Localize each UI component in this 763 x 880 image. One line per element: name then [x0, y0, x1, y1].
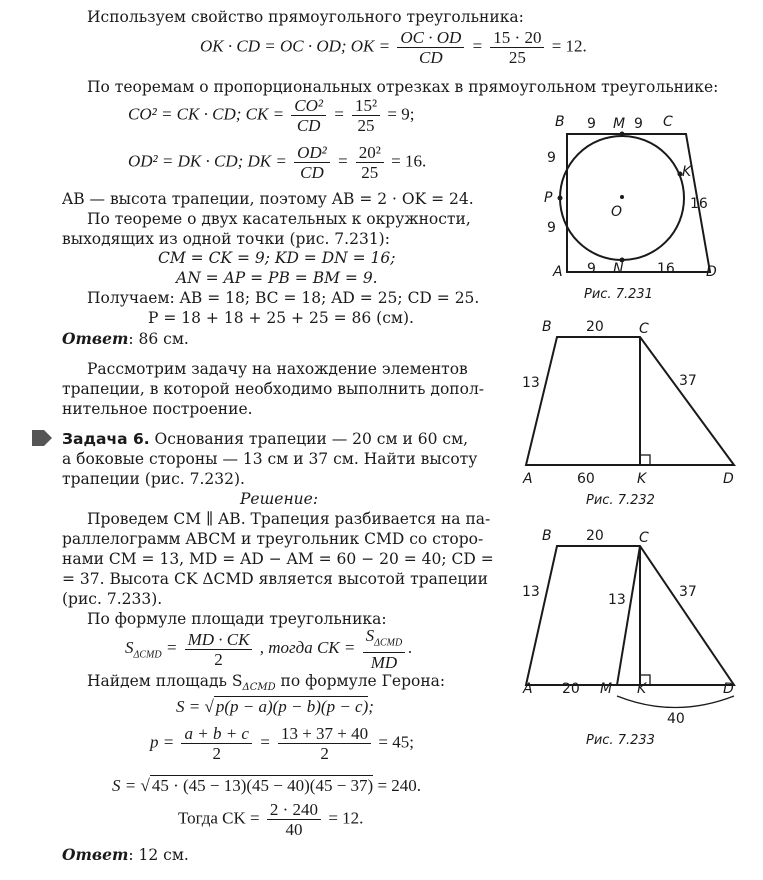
label-C: C — [639, 530, 649, 546]
figure-caption: Рис. 7.232 — [586, 493, 655, 508]
text-line: нительное построение. — [62, 400, 253, 418]
label-D: D — [723, 471, 734, 487]
seg-bc: 20 — [586, 319, 604, 335]
seg-an: 9 — [587, 261, 596, 277]
formula-area: $S_{\Delta CMD}$ = $\frac{MD \cdot CK}{2}$ , тогда CK = $\frac{S_{\Delta CMD}}{MD}$ . — [125, 626, 413, 673]
text-line: выходящих из одной точки (рис. 7.231): — [62, 230, 390, 248]
label-A: A — [553, 264, 563, 280]
text-line: По теореме о двух касательных к окружности, — [87, 210, 471, 228]
seg-md: 40 — [667, 711, 685, 727]
seg-cd: 37 — [679, 373, 697, 389]
text-line: раллелограмм ABCM и треугольник CMD со сторо- — [62, 530, 484, 548]
label-D: D — [706, 264, 717, 280]
solution-heading: Решение: — [240, 490, 319, 508]
seg-cm: 13 — [608, 592, 626, 608]
seg-kd: 16 — [690, 196, 708, 212]
brace-md — [617, 696, 734, 708]
formula-s: S = √ 45 · (45 − 13)(45 − 40)(45 − 37) = 240. — [112, 776, 422, 795]
text-line: Рассмотрим задачу на нахождение элементов — [87, 360, 468, 378]
figure-caption: Рис. 7.233 — [586, 733, 655, 748]
text-line: трапеции (рис. 7.232). — [62, 470, 245, 488]
seg-mc: 9 — [634, 116, 643, 132]
seg-bc: 20 — [586, 528, 604, 544]
seg-bm: 9 — [587, 116, 596, 132]
formula-p: p = $\frac{a + b + c}{2}$ = $\frac{13 + 37 + 40}{2}$ = 45; — [150, 724, 414, 763]
formula-ck-result: Тогда CK = $\frac{2 \cdot 240}{40}$ = 12. — [178, 800, 364, 839]
label-M: M — [613, 116, 626, 132]
text-line: Используем свойство прямоугольного треугольника: — [87, 8, 524, 26]
answer-line: Ответ: 86 см. — [62, 329, 189, 348]
label-K: K — [637, 471, 647, 487]
text-line: P = 18 + 18 + 25 + 25 = 86 (см). — [148, 309, 414, 327]
text-line: AB — высота трапеции, поэтому AB = 2 · OK = 24. — [62, 190, 474, 208]
text-line: Найдем площадь $S_{\Delta CMD}$ по формуле Герона: — [87, 672, 446, 694]
label-C: C — [663, 114, 673, 130]
label-C: C — [639, 321, 649, 337]
label-D: D — [723, 681, 734, 697]
label-K: K — [682, 164, 692, 180]
formula-heron: S = √ p(p − a)(p − b)(p − c); — [176, 697, 374, 716]
seg-am: 20 — [562, 681, 580, 697]
text-line: По формуле площади треугольника: — [87, 610, 387, 628]
label-O: O — [611, 204, 623, 220]
label-K: K — [637, 681, 647, 697]
seg-ab: 13 — [522, 375, 540, 391]
formula-dk: OD² = DK · CD; DK = $\frac{\text{OD²}}{CD}$ = $\frac{\text{20²}}{25}$ = 16. — [128, 143, 427, 182]
seg-nd: 16 — [657, 261, 675, 277]
trapezoid-shape — [526, 546, 734, 685]
figure-7-232 — [518, 315, 743, 490]
task-heading: Задача 6. Основания трапеции — 20 см и 60 см, — [62, 430, 469, 448]
task-marker-icon — [30, 428, 54, 448]
label-M: M — [600, 681, 613, 697]
seg-pa: 9 — [547, 220, 556, 236]
label-A: A — [523, 681, 533, 697]
text-line: Получаем: AB = 18; BC = 18; AD = 25; CD = 25. — [87, 289, 480, 307]
seg-ab: 13 — [522, 584, 540, 600]
label-N: N — [613, 261, 624, 277]
answer-line: Ответ: 12 см. — [62, 845, 189, 864]
label-B: B — [555, 114, 565, 130]
figure-7-233 — [518, 524, 743, 734]
label-B: B — [542, 319, 552, 335]
text-line: трапеции, в которой необходимо выполнить допол- — [62, 380, 485, 398]
text-line: (рис. 7.233). — [62, 590, 163, 608]
label-A: A — [523, 471, 533, 487]
text-line: нами CM = 13, MD = AD − AM = 60 − 20 = 40; CD = — [62, 550, 494, 568]
seg-ak: 60 — [577, 471, 595, 487]
right-angle-mark — [640, 455, 650, 465]
text-line: AN = AP = PB = BM = 9. — [176, 269, 378, 287]
formula-ok: OK · CD = OC · OD; OK = $\frac{OC \cdot OD}{CD}$ = $\frac{15 \cdot 20}{25}$ = 12. — [200, 28, 587, 67]
seg-bp: 9 — [547, 150, 556, 166]
seg-cd: 37 — [679, 584, 697, 600]
label-B: B — [542, 528, 552, 544]
figure-caption: Рис. 7.231 — [584, 287, 653, 302]
formula-ck: CO² = CK · CD; CK = $\frac{\text{CO²}}{CD}$ = $\frac{\text{15²}}{25}$ = 9; — [128, 96, 415, 135]
trapezoid-shape — [526, 337, 734, 465]
text-line: а боковые стороны — 13 см и 37 см. Найти высоту — [62, 450, 478, 468]
text-line: Проведем CM ∥ AB. Трапеция разбивается на па- — [87, 510, 491, 528]
text-line: CM = CK = 9; KD = DN = 16; — [158, 249, 396, 267]
segment-cm — [617, 546, 640, 685]
figure-7-231 — [535, 108, 735, 283]
label-P: P — [544, 190, 553, 206]
text-line: По теоремам о пропорциональных отрезках в прямоугольном треугольнике: — [87, 78, 719, 96]
text-line: = 37. Высота CK ΔCMD является высотой трапеции — [62, 570, 488, 588]
